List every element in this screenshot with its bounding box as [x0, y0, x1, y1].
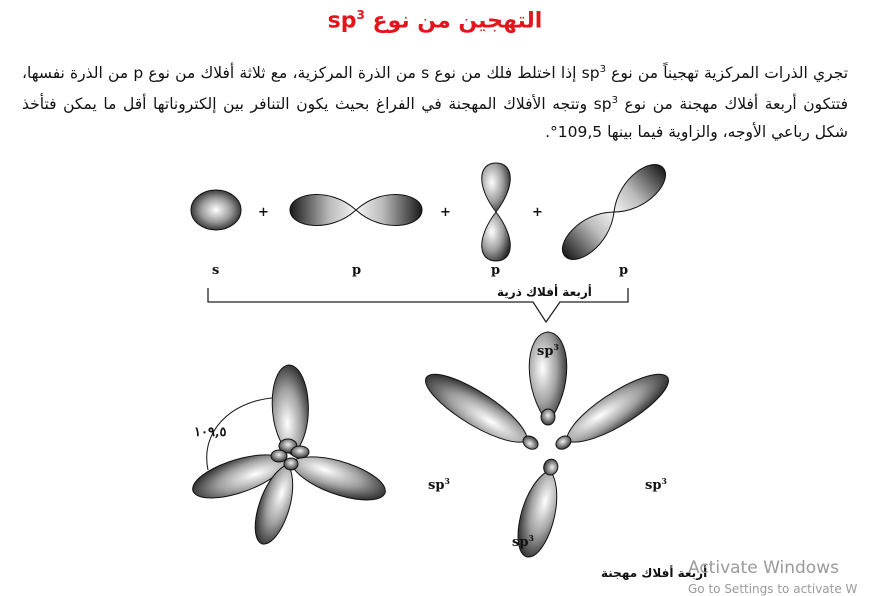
- title-exp: 3: [356, 8, 365, 22]
- para-sp-2: sp: [593, 95, 612, 114]
- sp3-label-left: $sp^3$: [428, 476, 450, 493]
- para-exp-2: 3: [611, 95, 618, 107]
- sp3-label-bottom: $sp^3$: [512, 533, 534, 550]
- hybrid-orbitals-caption: أربعة أفلاك مهجنة: [601, 566, 708, 580]
- watermark-line-1: Activate Windows: [688, 558, 839, 578]
- label-s: s: [212, 263, 220, 278]
- title-sp: sp: [327, 8, 357, 34]
- title-text: التهجين من نوع: [372, 8, 543, 34]
- p-orbital-horizontal: [290, 195, 422, 226]
- plus-sign-2: +: [440, 205, 451, 220]
- para-part-1: تجري الذرات المركزية تهجيناً من نوع: [605, 64, 849, 83]
- hybrid-orbital-left: [417, 363, 546, 460]
- sp3-label-right: $sp^3$: [645, 476, 667, 493]
- plus-sign-3: +: [532, 205, 543, 220]
- p-orbital-diagonal: [555, 157, 673, 267]
- para-sp-1: sp: [581, 64, 600, 83]
- label-p3: p: [619, 263, 629, 278]
- label-p2: p: [491, 263, 501, 278]
- watermark-line-2: Go to Settings to activate W: [688, 582, 858, 596]
- s-orbital: [191, 190, 241, 230]
- para-part-2: إذا اختلط فلك من نوع s من الذرة المركزية، مع ثلاثة أفلاك من نوع p من الذرة نفسها، فتتكون أربعة أفلاك مهجنة من نوع: [22, 64, 848, 114]
- atomic-orbitals-caption: أربعة أفلاك ذرية: [497, 285, 592, 299]
- sp3-label-top: $sp^3$: [537, 342, 559, 359]
- plus-sign-1: +: [258, 205, 269, 220]
- hybrid-orbital-right: [548, 363, 677, 460]
- p-orbital-vertical: [482, 163, 511, 261]
- para-exp-1: 3: [599, 64, 606, 75]
- tetrahedral-sp3-model: [188, 364, 390, 548]
- label-p1: p: [352, 263, 362, 278]
- angle-label: ١٠٩,٥: [194, 425, 227, 440]
- para-part-3: وتتجه الأفلاك المهجنة في الفراغ بحيث يكون التنافر بين إلكتروناتها أقل ما يمكن فتأخذ شكل رباعي الأوجه، والزاوية فيما بينها 109,5°.: [22, 95, 848, 142]
